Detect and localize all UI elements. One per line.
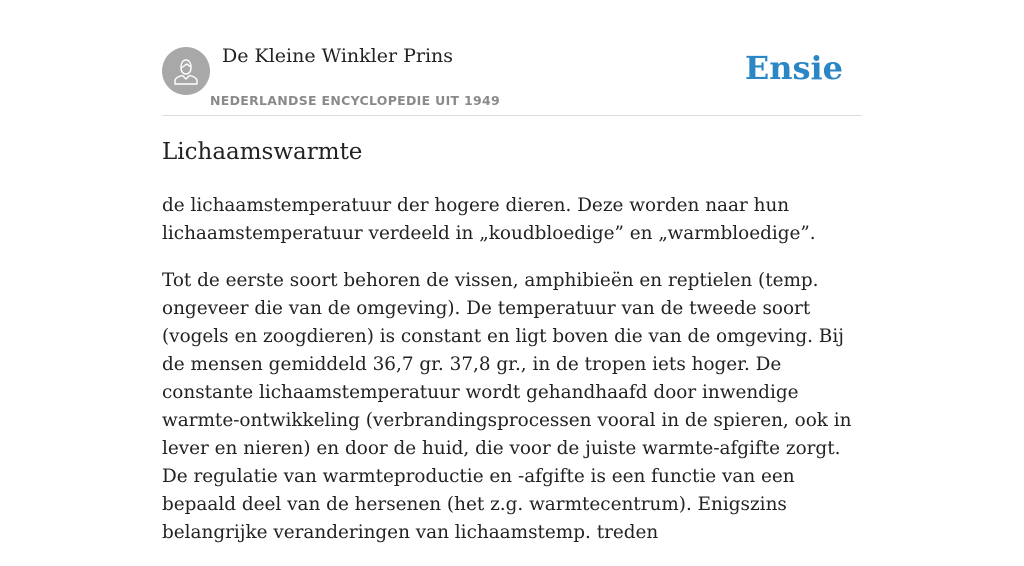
article-paragraph: de lichaamstemperatuur der hogere dieren. Deze worden naar hun lichaamstemperatuur verdeeld in „koudbloedige” en „warmbloedige”. [162,195,816,244]
article-paragraph: Tot de eerste soort behoren de vissen, amphibieën en reptielen (temp. ongeveer die van de omgeving). De temperatuur van de tweede soort (vogels en zoogdieren) is constant en ligt boven die van de omgeving. Bij de mensen gemiddeld 36,7 gr. 37,8 gr., in de tropen iets hoger. De constante lichaamstemperatuur wordt gehandhaafd door inwendige warmte-ontwikkeling (verbrandingsprocessen vooral in de spieren, ook in lever en nieren) en door de huid, die voor de juiste warmte-afgifte zorgt. De regulatie van warmteproductie en -afgifte is een functie van een bepaald deel van de hersenen (het z.g. warmtecentrum). Enigszins belangrijke veranderingen van lichaamstemp. treden [162,270,852,543]
article-body [162,192,862,566]
encyclopedia-subtitle: NEDERLANDSE ENCYCLOPEDIE UIT 1949 [210,93,500,108]
page-container [162,0,862,543]
author-name[interactable]: De Kleine Winkler Prins [222,45,454,67]
article-title: Lichaamswarmte [162,139,363,165]
avatar[interactable] [162,47,210,95]
brand-logo[interactable]: Ensie [744,49,843,87]
user-silhouette-icon [170,55,202,87]
page-header [162,0,862,116]
